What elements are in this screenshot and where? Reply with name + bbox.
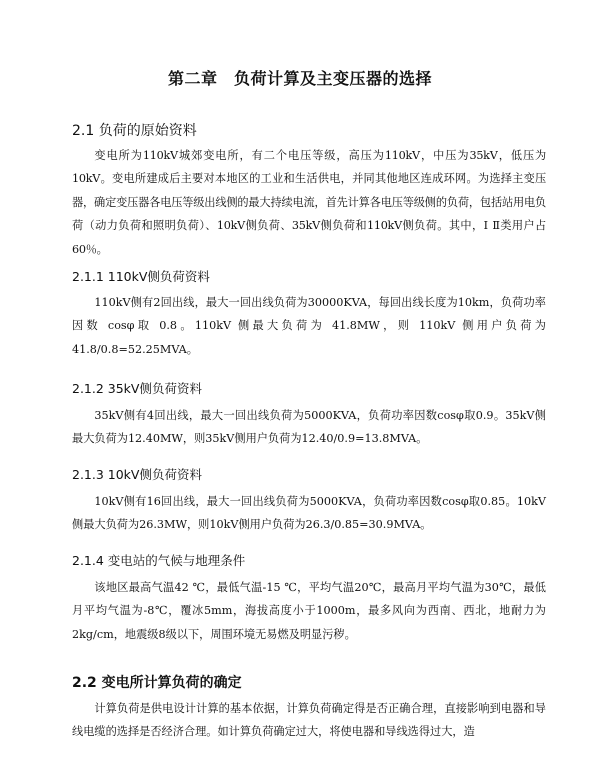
section-heading-2-1: 2.1 负荷的原始资料	[72, 123, 197, 139]
section-heading-2-1-2: 2.1.2 35kV侧负荷资料	[72, 381, 202, 396]
section-2-2-paragraph: 计算负荷是供电设计计算的基本依据，计算负荷确定得是否正确合理，直接影响到电器和导线电缆的选择是否经济合理。如计算负荷确定过大，将使电器和导线选得过大，造	[72, 702, 546, 739]
section-heading-2-2: 2.2 变电所计算负荷的确定	[72, 675, 242, 691]
section-heading-2-1-3: 2.1.3 10kV侧负荷资料	[72, 467, 202, 482]
chapter-title: 第二章 负荷计算及主变压器的选择	[167, 69, 432, 88]
section-heading-2-1-1: 2.1.1 110kV侧负荷资料	[72, 269, 210, 284]
section-2-1-paragraph: 变电所为110kV城郊变电所，有二个电压等级，高压为110kV，中压为35kV，低压为10kV。变电所建成后主要对本地区的工业和生活供电，并同其他地区连成环网。为选择主变压器，确定变压器各电压等级出线侧的最大持续电流，首先计算各电压等级侧的负荷，包括站用电负荷（动力负荷和照明负荷）、10kV侧负荷、35kV侧负荷和110kV侧负荷。其中，Ⅰ Ⅱ类用户占60％。	[72, 149, 546, 256]
section-2-1-4-paragraph: 该地区最高气温42 ℃，最低气温-15 ℃，平均气温20℃，最高月平均气温为30℃，最低月平均气温为-8℃，覆冰5mm，海拔高度小于1000m，最多风向为西南、西北，地耐力为2kg/cm，地震级8级以下，周围环境无易燃及明显污秽。	[72, 581, 546, 641]
section-2-1-1-paragraph: 110kV侧有2回出线，最大一回出线负荷为30000KVA，每回出线长度为10km，负荷功率因数 cosφ取 0.8。110kV 侧最大负荷为 41.8MW，则 110kV 侧用户负荷为41.8/0.8=52.25MVA。	[72, 296, 546, 356]
section-2-1-2-paragraph: 35kV侧有4回出线，最大一回出线负荷为5000KVA，负荷功率因数cosφ取0.9。35kV侧最大负荷为12.40MW，则35kV侧用户负荷为12.40/0.9=13.8MVA。	[72, 409, 546, 446]
section-2-1-3-paragraph: 10kV侧有16回出线，最大一回出线负荷为5000KVA，负荷功率因数cosφ取0.85。10kV侧最大负荷为26.3MW，则10kV侧用户负荷为26.3/0.85=30.9MVA。	[72, 495, 546, 532]
section-heading-2-1-4: 2.1.4 变电站的气候与地理条件	[72, 553, 246, 568]
